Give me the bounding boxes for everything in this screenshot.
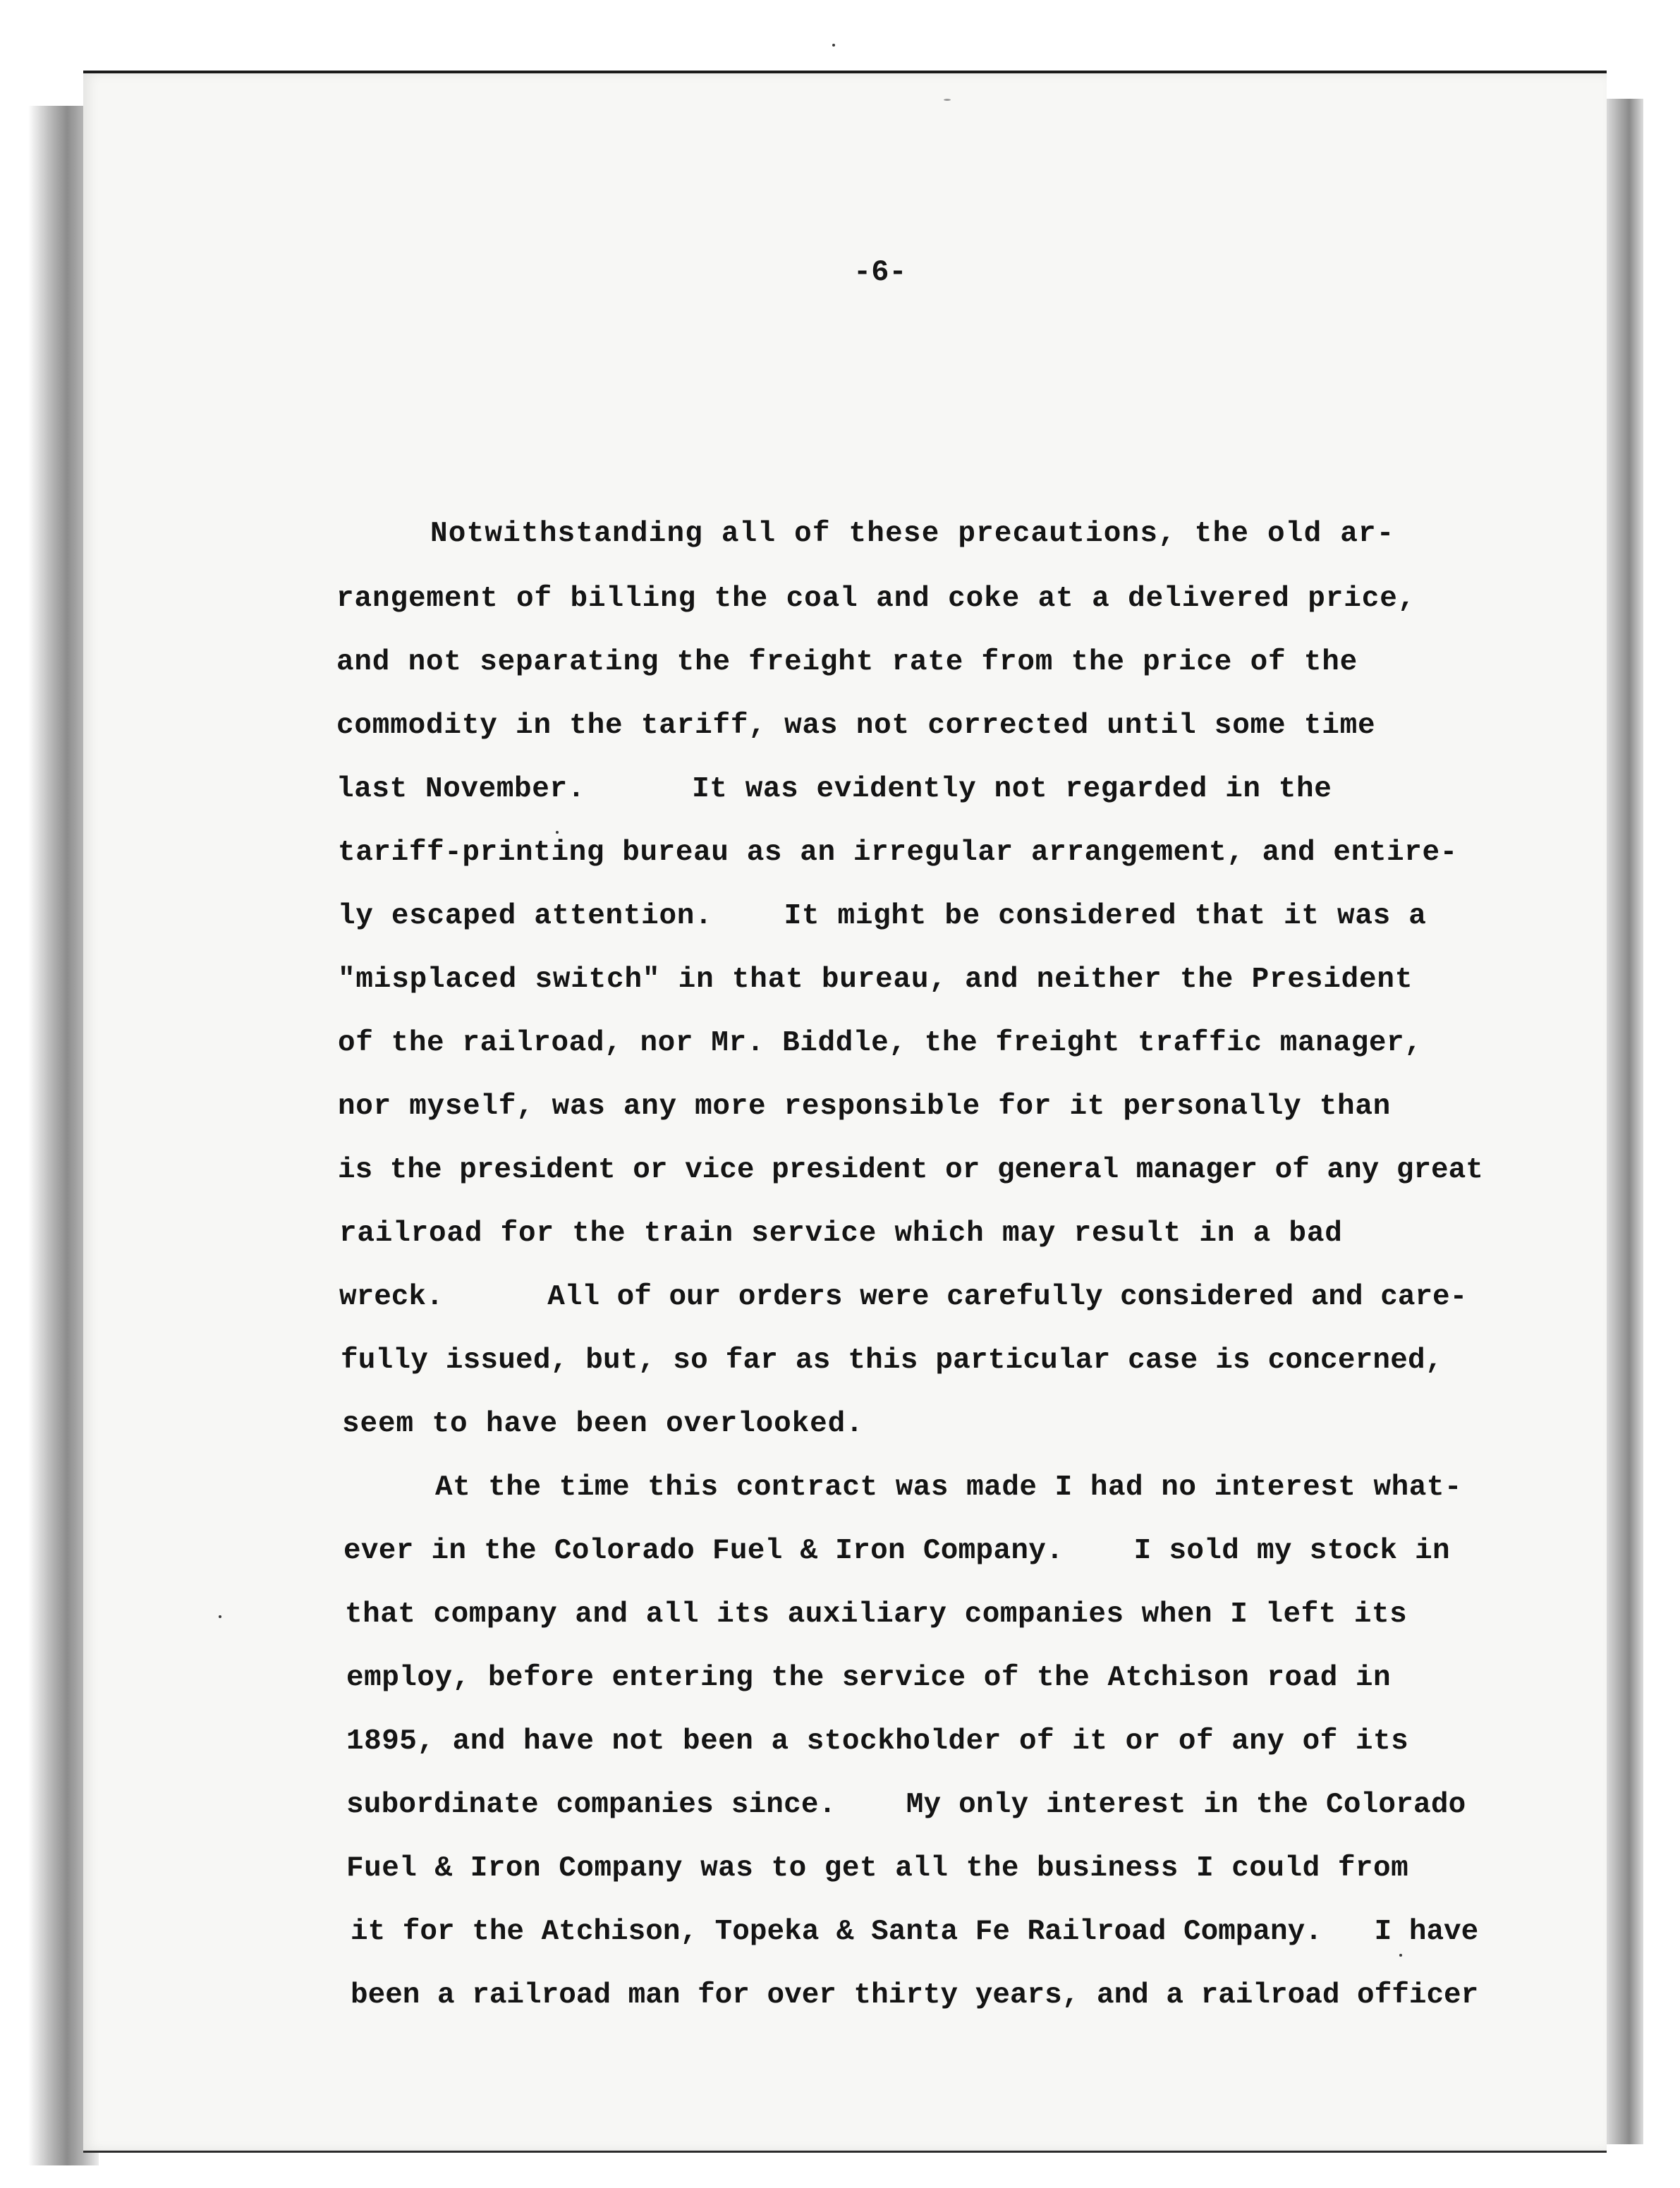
- text-line: last November. It was evidently not regarded in the: [336, 773, 1332, 806]
- text-line: that company and all its auxiliary companies when I left its: [345, 1598, 1408, 1631]
- text-line: "misplaced switch" in that bureau, and neither the President: [338, 964, 1413, 996]
- scan-speck: [944, 99, 951, 101]
- text-line: railroad for the train service which may result in a bad: [339, 1217, 1343, 1250]
- text-line: of the railroad, nor Mr. Biddle, the freight traffic manager,: [338, 1027, 1423, 1059]
- text-line: subordinate companies since. My only interest in the Colorado: [346, 1789, 1466, 1821]
- text-line: nor myself, was any more responsible for it personally than: [338, 1090, 1391, 1123]
- text-line: it for the Atchison, Topeka & Santa Fe Railroad Company. I have: [351, 1916, 1479, 1948]
- text-line: employ, before entering the service of the Atchison road in: [346, 1662, 1392, 1694]
- text-line: is the president or vice president or general manager of any great: [338, 1154, 1483, 1186]
- text-line: Fuel & Iron Company was to get all the business I could from: [346, 1852, 1409, 1885]
- scan-speck: [219, 1615, 221, 1618]
- text-line: Notwithstanding all of these precautions, the old ar-: [430, 518, 1395, 550]
- text-line: fully issued, but, so far as this particular case is concerned,: [341, 1344, 1443, 1377]
- scan-speck: [832, 44, 835, 47]
- text-line: been a railroad man for over thirty years, and a railroad officer: [351, 1979, 1479, 2012]
- text-line: ever in the Colorado Fuel & Iron Company. I sold my stock in: [343, 1535, 1450, 1567]
- scan-speck: [1399, 1954, 1402, 1957]
- text-line: At the time this contract was made I had no interest what-: [435, 1471, 1463, 1504]
- text-line: seem to have been overlooked.: [342, 1408, 864, 1440]
- scan-speck: [556, 831, 559, 834]
- text-line: wreck. All of our orders were carefully considered and care-: [339, 1281, 1468, 1313]
- text-line: commodity in the tariff, was not corrected until some time: [336, 710, 1376, 742]
- text-line: 1895, and have not been a stockholder of it or of any of its: [346, 1725, 1409, 1758]
- text-line: tariff-printing bureau as an irregular arrangement, and entire-: [338, 837, 1458, 869]
- text-line: ly escaped attention. It might be considered that it was a: [338, 900, 1427, 932]
- page-number: -6-: [853, 255, 907, 289]
- text-line: rangement of billing the coal and coke at a delivered price,: [336, 583, 1416, 615]
- text-line: and not separating the freight rate from the price of the: [336, 646, 1358, 679]
